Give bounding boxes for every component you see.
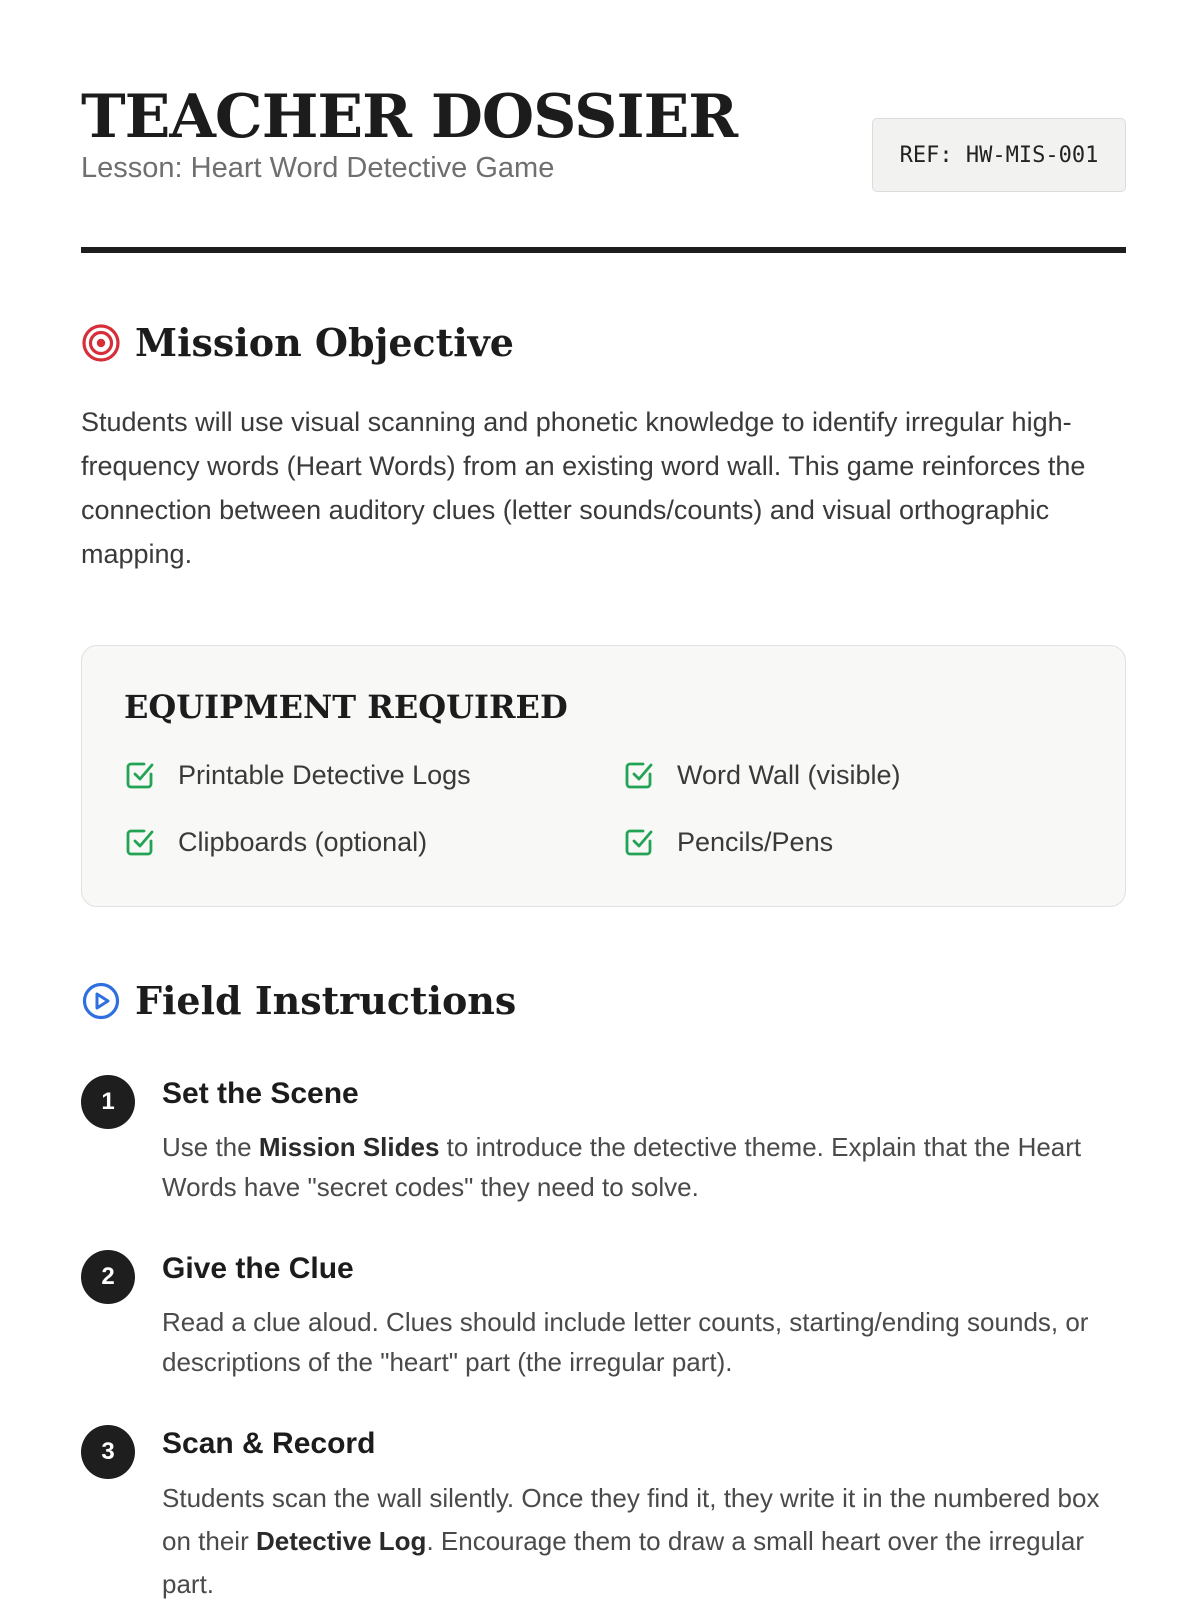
- mission-objective-text: Students will use visual scanning and phonetic knowledge to identify irregular high-frequency words (Heart Words) from an existing word wall. This game reinforces the connection between auditory clues (letter sounds/counts) and visual orthographic mapping.: [81, 407, 1086, 569]
- checkbox-icon: [623, 826, 655, 858]
- step-description: Use the Mission Slides to introduce the detective theme. Explain that the Heart Words have "secret codes" they need to solve.: [162, 1132, 1082, 1202]
- equipment-item: [124, 759, 471, 791]
- reference-badge: REF: HW-MIS-001: [872, 118, 1126, 192]
- step-number-badge: 2: [81, 1250, 135, 1304]
- checkbox-icon: [124, 826, 156, 858]
- equipment-item-label: Word Wall (visible): [677, 759, 901, 790]
- equipment-item-label: Clipboards (optional): [178, 826, 428, 857]
- mission-objective-title: Mission Objective: [135, 320, 514, 365]
- field-instructions-title: Field Instructions: [135, 978, 517, 1023]
- equipment-item: [623, 826, 833, 858]
- dossier-header: [81, 82, 1126, 192]
- detective-log-emphasis: Detective Log: [255, 1526, 427, 1556]
- checkbox-icon: [623, 759, 655, 791]
- equipment-item-label: Printable Detective Logs: [178, 759, 471, 790]
- equipment-item: [124, 826, 427, 858]
- step-title: Give the Clue: [162, 1252, 354, 1285]
- mission-objective-heading: [81, 320, 514, 365]
- step-description: Students scan the wall silently. Once they find it, they write it in the numbered box on their Detective Log. Encourage them to draw a small heart over the irregular part.: [162, 1483, 1100, 1599]
- equipment-item: [623, 759, 901, 791]
- header-divider: [81, 247, 1126, 253]
- step-description: Read a clue aloud. Clues should include letter counts, starting/ending sounds, or descriptions of the "heart" part (the irregular part).: [162, 1307, 1089, 1377]
- play-circle-icon: [81, 981, 121, 1021]
- step-number-badge: 3: [81, 1425, 135, 1479]
- equipment-panel: [81, 645, 1126, 907]
- checkbox-icon: [124, 759, 156, 791]
- step-title: Set the Scene: [162, 1077, 359, 1110]
- field-instructions-heading: [81, 978, 516, 1023]
- equipment-title: EQUIPMENT REQUIRED: [124, 688, 568, 726]
- equipment-item-label: Pencils/Pens: [677, 826, 834, 857]
- lesson-subtitle: Lesson: Heart Word Detective Game: [81, 152, 555, 184]
- page-title: TEACHER DOSSIER: [81, 82, 738, 152]
- target-icon: [81, 323, 121, 363]
- step-title: Scan & Record: [162, 1427, 376, 1460]
- mission-slides-emphasis: Mission Slides: [258, 1132, 440, 1162]
- step-number-badge: 1: [81, 1075, 135, 1129]
